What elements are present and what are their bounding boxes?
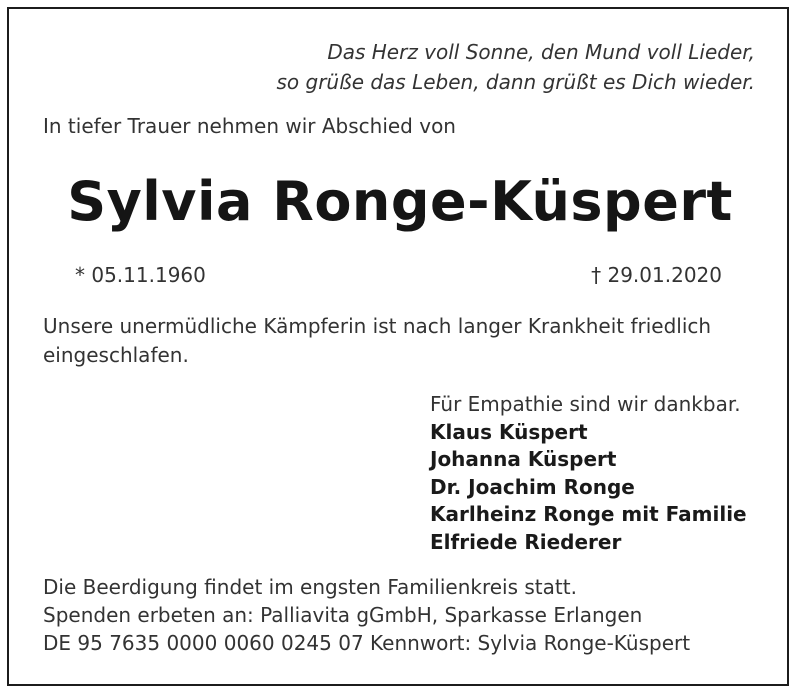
- donation-info: Spenden erbeten an: Palliavita gGmbH, Sparkasse Erlangen: [43, 603, 643, 627]
- death-date: † 29.01.2020: [591, 263, 722, 287]
- motto-verse: [276, 37, 755, 97]
- message-line: Unsere unermüdliche Kämpferin ist nach langer Krankheit friedlich: [43, 314, 712, 338]
- birth-date: * 05.11.1960: [75, 263, 206, 287]
- funeral-note: Die Beerdigung findet im engsten Familienkreis statt.: [43, 575, 577, 599]
- motto-line: Das Herz voll Sonne, den Mund voll Lieder,: [327, 40, 755, 64]
- mourner-name: Johanna Küspert: [430, 447, 617, 471]
- mourner-name: Dr. Joachim Ronge: [430, 474, 635, 499]
- mourners-block: [430, 391, 747, 556]
- mourner-name: Elfriede Riederer: [430, 529, 622, 554]
- bank-details: DE 95 7635 0000 0060 0245 07 Kennwort: Sylvia Ronge-Küspert: [43, 631, 691, 655]
- deceased-name: Sylvia Ronge-Küspert: [67, 170, 733, 233]
- message-line: eingeschlafen.: [43, 343, 189, 367]
- thanks-line: Für Empathie sind wir dankbar.: [430, 392, 741, 416]
- motto-line: so grüße das Leben, dann grüßt es Dich wieder.: [276, 70, 755, 94]
- mourner-name: Klaus Küspert: [430, 419, 588, 444]
- intro-text: In tiefer Trauer nehmen wir Abschied von: [43, 114, 456, 138]
- funeral-info: [43, 573, 690, 657]
- condolence-message: [43, 312, 773, 370]
- mourner-name: Karlheinz Ronge mit Familie: [430, 502, 747, 526]
